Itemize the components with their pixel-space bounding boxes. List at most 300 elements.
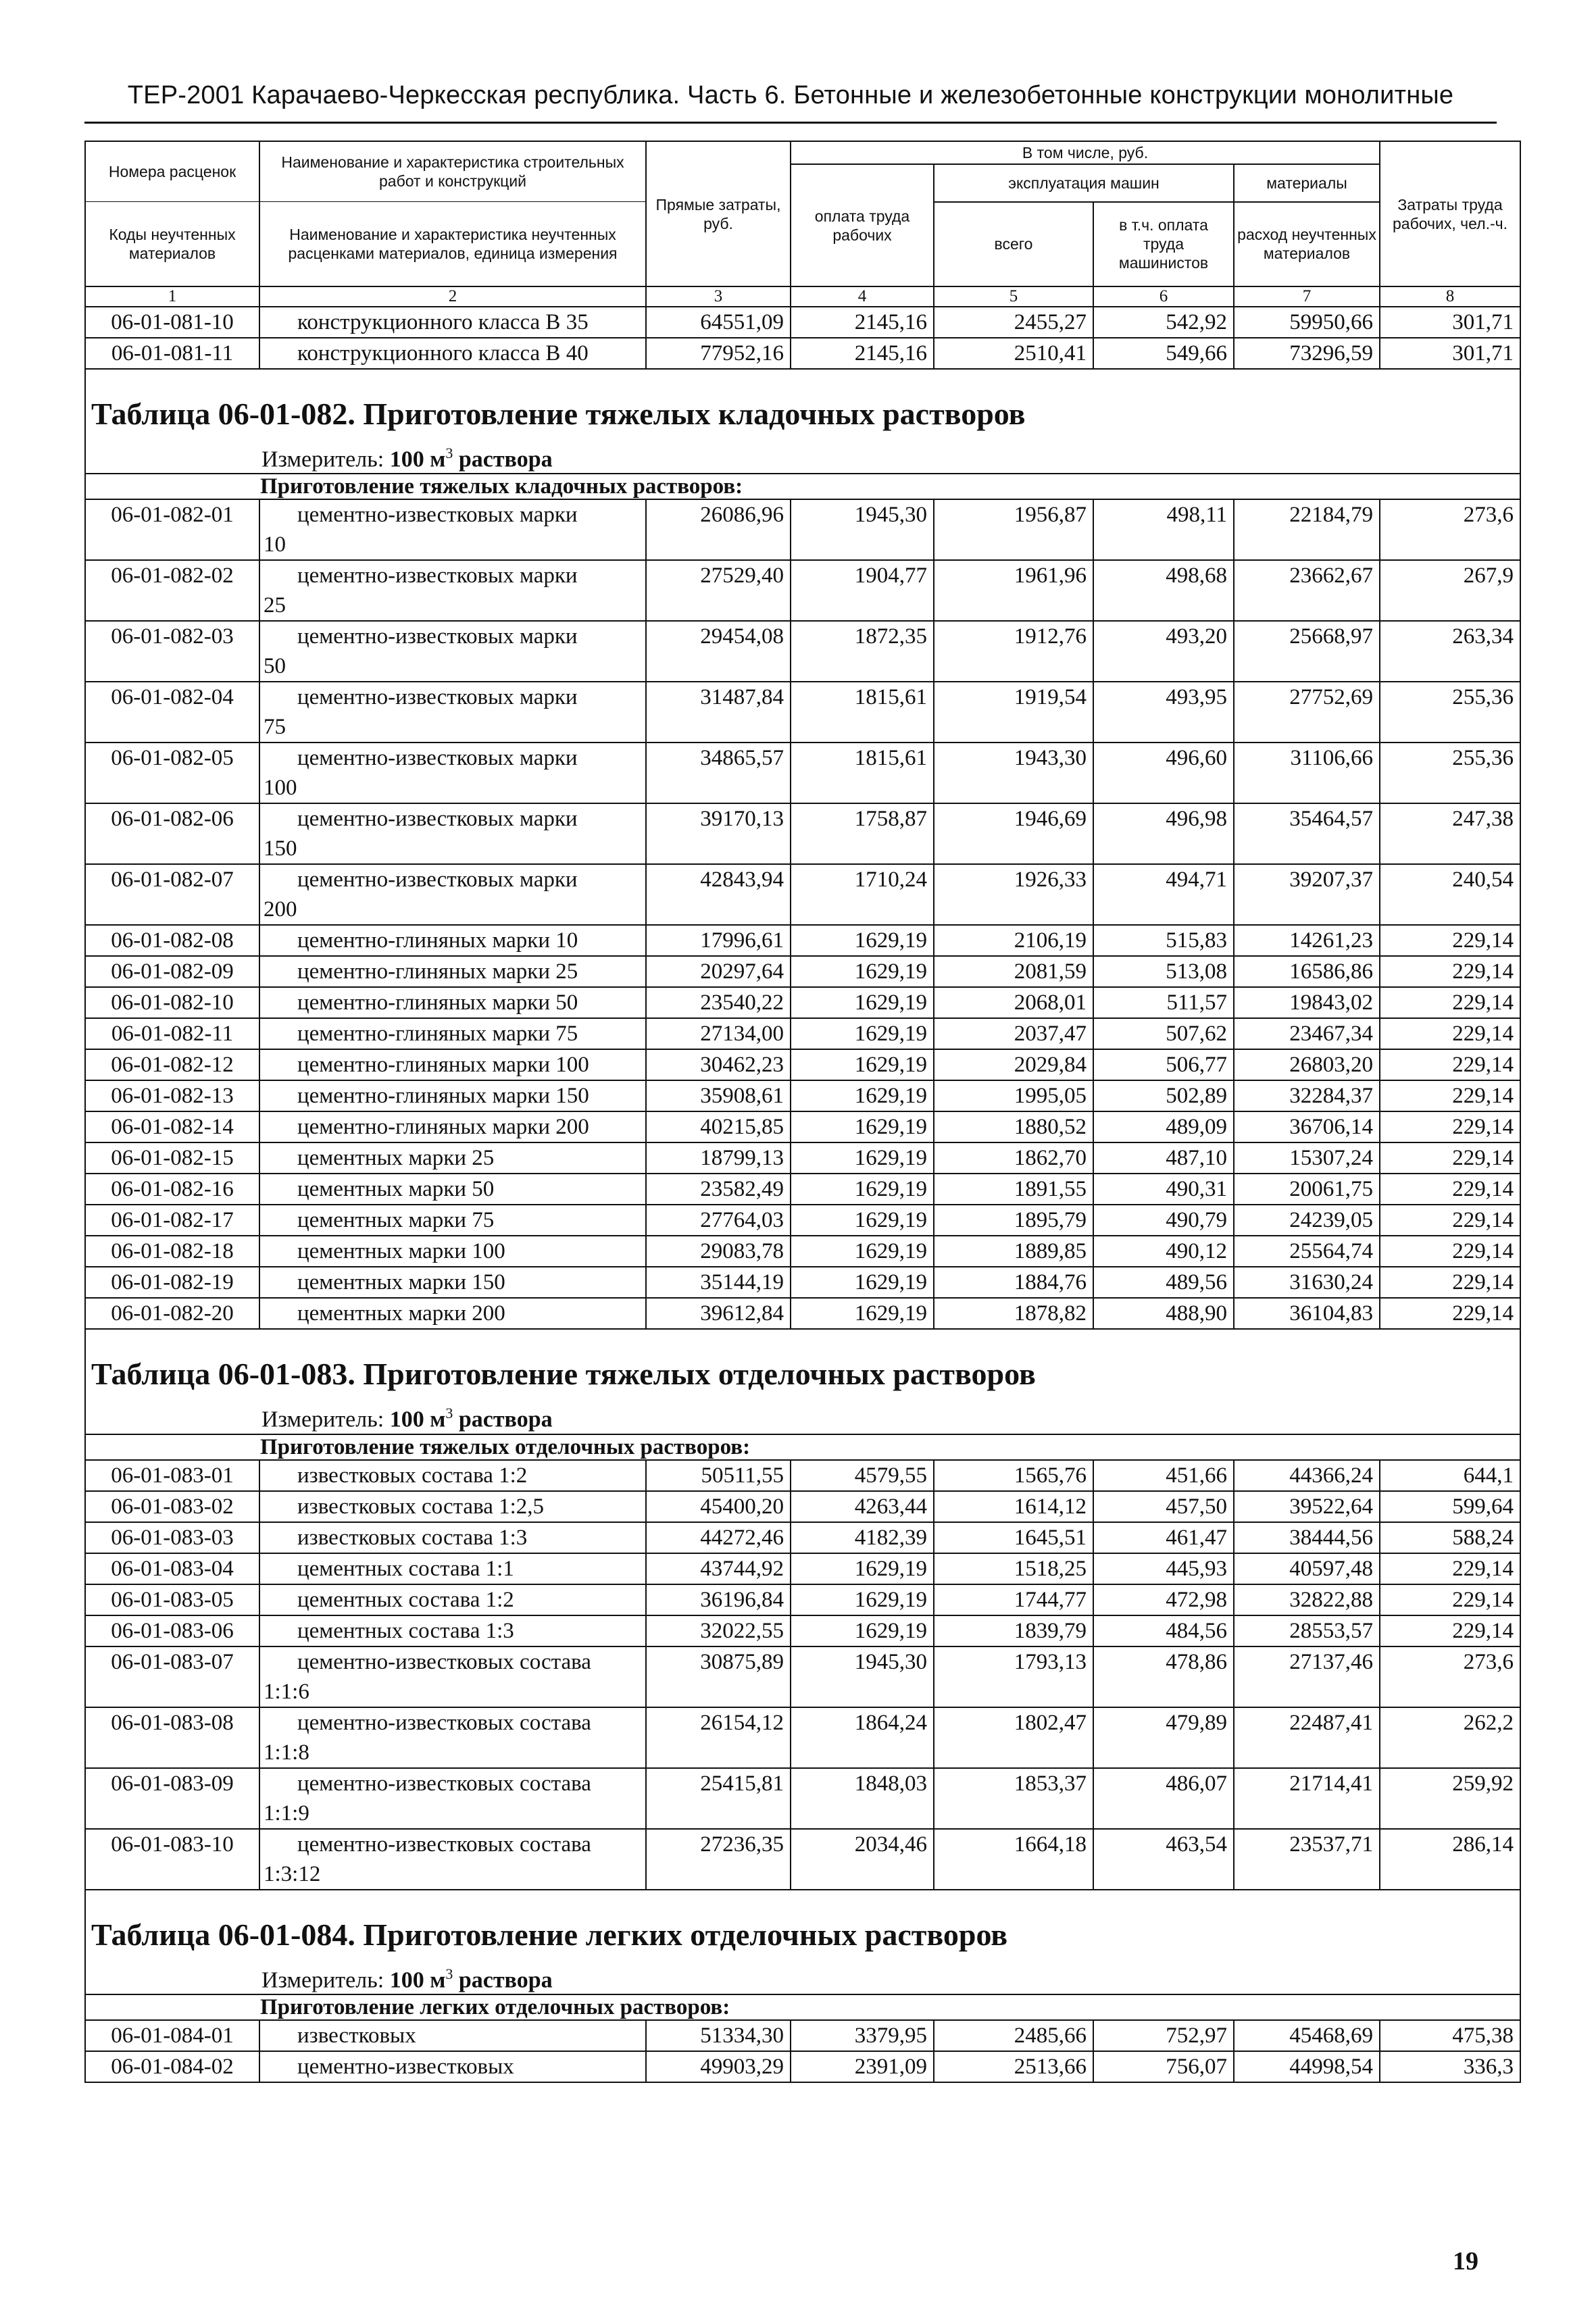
direct-cost: 30462,23 [646,1049,791,1080]
work-name: известковых [259,2020,646,2051]
rate-code: 06-01-082-06 [85,803,259,864]
worker-pay: 1629,19 [791,956,934,987]
t082-title: Таблица 06-01-082. Приготовление тяжелых кладочных растворов [91,397,1026,431]
operator-pay: 498,11 [1093,499,1234,560]
rate-code: 06-01-082-02 [85,560,259,621]
table-row [85,925,1520,956]
operator-pay: 490,12 [1093,1236,1234,1267]
work-name: известковых состава 1:3 [259,1522,646,1553]
operator-pay: 484,56 [1093,1615,1234,1646]
machine-cost: 1891,55 [934,1174,1093,1205]
table-row [85,621,1520,682]
work-name: цементно-глиняных марки 10 [259,925,646,956]
work-name: цементных марки 50 [259,1174,646,1205]
direct-cost: 29454,08 [646,621,791,682]
material-cost: 36104,83 [1234,1298,1380,1329]
labor-hours: 229,14 [1380,1615,1520,1646]
labor-hours: 262,2 [1380,1707,1520,1768]
labor-hours: 229,14 [1380,1205,1520,1236]
worker-pay: 1629,19 [791,1615,934,1646]
hdr-worker-pay: оплата труда рабочих [791,164,934,286]
direct-cost: 30875,89 [646,1646,791,1707]
labor-hours: 267,9 [1380,560,1520,621]
work-name [259,743,646,803]
material-cost: 21714,41 [1234,1768,1380,1829]
rate-code: 06-01-083-02 [85,1491,259,1522]
work-name [259,621,646,682]
table-row [85,1267,1520,1298]
machine-cost: 1884,76 [934,1267,1093,1298]
material-cost: 39522,64 [1234,1491,1380,1522]
page-header: ТЕР-2001 Карачаево-Черкесская республика. Часть 6. Бетонные и железобетонные конструкции монолитные [127,81,1454,109]
material-cost: 24239,05 [1234,1205,1380,1236]
column-numbers-row [85,286,1520,307]
work-name-line1: цементно-известковых марки [297,807,578,832]
material-cost: 73296,59 [1234,338,1380,369]
rate-code: 06-01-082-09 [85,956,259,987]
work-name: цементно-глиняных марки 25 [259,956,646,987]
worker-pay: 4579,55 [791,1460,934,1491]
t084-title: Таблица 06-01-084. Приготовление легких отделочных растворов [91,1917,1008,1952]
table-row [85,1491,1520,1522]
machine-cost: 2106,19 [934,925,1093,956]
subsection-title: Приготовление тяжелых отделочных растворов: [85,1434,1520,1460]
hdr-labor-hours: Затраты труда рабочих, чел.-ч. [1380,141,1520,286]
worker-pay: 1945,30 [791,1646,934,1707]
table-row [85,1205,1520,1236]
rate-code: 06-01-081-11 [85,338,259,369]
direct-cost: 23582,49 [646,1174,791,1205]
work-name: цементных марки 75 [259,1205,646,1236]
table-row [85,1018,1520,1049]
machine-cost: 1956,87 [934,499,1093,560]
worker-pay: 1815,61 [791,743,934,803]
measure-value: 100 м [389,447,446,472]
work-name: конструкционного класса В 35 [259,307,646,338]
table-title-row [85,1329,1520,1434]
direct-cost: 23540,22 [646,987,791,1018]
labor-hours: 301,71 [1380,338,1520,369]
rate-code: 06-01-082-13 [85,1080,259,1111]
direct-cost: 34865,57 [646,743,791,803]
material-cost: 22487,41 [1234,1707,1380,1768]
work-name: известковых состава 1:2,5 [259,1491,646,1522]
table-row [85,864,1520,925]
rate-code: 06-01-082-19 [85,1267,259,1298]
measure-unit: раствора [458,447,553,472]
worker-pay: 1629,19 [791,1267,934,1298]
col-num: 6 [1093,286,1234,307]
direct-cost: 50511,55 [646,1460,791,1491]
labor-hours: 255,36 [1380,682,1520,743]
operator-pay: 502,89 [1093,1080,1234,1111]
machine-cost: 1614,12 [934,1491,1093,1522]
table-row [85,338,1520,369]
table-row [85,1646,1520,1707]
measure-superscript: 3 [445,445,453,461]
labor-hours: 247,38 [1380,803,1520,864]
worker-pay: 1629,19 [791,1205,934,1236]
work-name: цементно-глиняных марки 50 [259,987,646,1018]
rate-code: 06-01-082-12 [85,1049,259,1080]
labor-hours: 336,3 [1380,2051,1520,2082]
material-cost: 27752,69 [1234,682,1380,743]
work-name: цементно-известковых [259,2051,646,2082]
hdr-material-usage: расход неучтенных материалов [1234,202,1380,287]
machine-cost: 2037,47 [934,1018,1093,1049]
worker-pay: 1629,19 [791,1142,934,1174]
labor-hours: 229,14 [1380,1298,1520,1329]
material-cost: 27137,46 [1234,1646,1380,1707]
material-cost: 45468,69 [1234,2020,1380,2051]
machine-cost: 1664,18 [934,1829,1093,1890]
machine-cost: 2068,01 [934,987,1093,1018]
direct-cost: 42843,94 [646,864,791,925]
table-row [85,2051,1520,2082]
operator-pay: 498,68 [1093,560,1234,621]
work-name-line2: 1:3:12 [264,1861,321,1886]
labor-hours: 240,54 [1380,864,1520,925]
t084-measure [86,1961,1520,1994]
labor-hours: 229,14 [1380,1584,1520,1615]
subsection-row [85,1994,1520,2020]
rate-code: 06-01-082-16 [85,1174,259,1205]
worker-pay: 1872,35 [791,621,934,682]
table-row [85,1236,1520,1267]
labor-hours: 229,14 [1380,1080,1520,1111]
measure-label: Измеритель: [261,447,384,472]
t083-measure [86,1400,1520,1433]
rate-code: 06-01-082-18 [85,1236,259,1267]
rate-code: 06-01-083-04 [85,1553,259,1584]
table-row [85,2020,1520,2051]
direct-cost: 26154,12 [646,1707,791,1768]
rate-code: 06-01-082-07 [85,864,259,925]
labor-hours: 229,14 [1380,956,1520,987]
worker-pay: 1629,19 [791,1584,934,1615]
machine-cost: 1793,13 [934,1646,1093,1707]
work-name-line2: 50 [264,654,286,679]
direct-cost: 40215,85 [646,1111,791,1142]
hdr-including: В том числе, руб. [791,141,1380,164]
labor-hours: 255,36 [1380,743,1520,803]
direct-cost: 26086,96 [646,499,791,560]
work-name: цементно-глиняных марки 75 [259,1018,646,1049]
worker-pay: 2391,09 [791,2051,934,2082]
machine-cost: 2455,27 [934,307,1093,338]
work-name-line1: цементно-известковых марки [297,563,578,588]
col-num: 8 [1380,286,1520,307]
direct-cost: 27764,03 [646,1205,791,1236]
direct-cost: 64551,09 [646,307,791,338]
worker-pay: 1848,03 [791,1768,934,1829]
machine-cost: 1802,47 [934,1707,1093,1768]
rate-code: 06-01-083-01 [85,1460,259,1491]
work-name-line2: 200 [264,897,297,922]
work-name-line2: 75 [264,715,286,740]
material-cost: 15307,24 [1234,1142,1380,1174]
rate-code: 06-01-082-08 [85,925,259,956]
material-cost: 59950,66 [1234,307,1380,338]
work-name-line2: 150 [264,836,297,861]
work-name [259,1707,646,1768]
operator-pay: 463,54 [1093,1829,1234,1890]
rate-code: 06-01-084-02 [85,2051,259,2082]
page-number: 19 [1453,2247,1478,2275]
direct-cost: 27134,00 [646,1018,791,1049]
direct-cost: 51334,30 [646,2020,791,2051]
table-row [85,1553,1520,1584]
rate-code: 06-01-082-01 [85,499,259,560]
direct-cost: 17996,61 [646,925,791,956]
measure-unit: раствора [458,1407,553,1432]
worker-pay: 1815,61 [791,682,934,743]
measure-value: 100 м [389,1407,446,1432]
operator-pay: 507,62 [1093,1018,1234,1049]
work-name-line1: цементно-известковых состава [297,1710,591,1735]
subsection-title: Приготовление легких отделочных растворов: [85,1994,1520,2020]
material-cost: 44366,24 [1234,1460,1380,1491]
table-row [85,1049,1520,1080]
operator-pay: 490,79 [1093,1205,1234,1236]
operator-pay: 493,20 [1093,621,1234,682]
material-cost: 44998,54 [1234,2051,1380,2082]
table-row [85,1174,1520,1205]
operator-pay: 490,31 [1093,1174,1234,1205]
worker-pay: 2034,46 [791,1829,934,1890]
direct-cost: 43744,92 [646,1553,791,1584]
rate-code: 06-01-081-10 [85,307,259,338]
table-title-cell [85,1329,1520,1434]
work-name-line1: цементно-известковых состава [297,1832,591,1857]
worker-pay: 4263,44 [791,1491,934,1522]
table-row [85,803,1520,864]
direct-cost: 25415,81 [646,1768,791,1829]
measure-value: 100 м [389,1967,446,1992]
labor-hours: 263,34 [1380,621,1520,682]
hdr-machines-total: всего [934,202,1093,287]
direct-cost: 36196,84 [646,1584,791,1615]
direct-cost: 39612,84 [646,1298,791,1329]
direct-cost: 35908,61 [646,1080,791,1111]
table-row [85,1829,1520,1890]
work-name [259,803,646,864]
direct-cost: 35144,19 [646,1267,791,1298]
t082-measure [86,440,1520,473]
machine-cost: 1518,25 [934,1553,1093,1584]
operator-pay: 489,56 [1093,1267,1234,1298]
machine-cost: 1744,77 [934,1584,1093,1615]
machine-cost: 1878,82 [934,1298,1093,1329]
work-name-line2: 10 [264,532,286,557]
labor-hours: 229,14 [1380,1236,1520,1267]
table-row [85,1615,1520,1646]
direct-cost: 29083,78 [646,1236,791,1267]
material-cost: 31106,66 [1234,743,1380,803]
operator-pay: 488,90 [1093,1298,1234,1329]
machine-cost: 2029,84 [934,1049,1093,1080]
machine-cost: 1912,76 [934,621,1093,682]
worker-pay: 1629,19 [791,1111,934,1142]
table-row [85,1768,1520,1829]
machine-cost: 1839,79 [934,1615,1093,1646]
measure-label: Измеритель: [261,1967,384,1992]
work-name-line1: цементно-известковых марки [297,746,578,771]
material-cost: 20061,75 [1234,1174,1380,1205]
work-name: цементных марки 100 [259,1236,646,1267]
rate-code: 06-01-084-01 [85,2020,259,2051]
direct-cost: 27529,40 [646,560,791,621]
labor-hours: 229,14 [1380,1553,1520,1584]
worker-pay: 1629,19 [791,1553,934,1584]
labor-hours: 229,14 [1380,1267,1520,1298]
material-cost: 22184,79 [1234,499,1380,560]
rate-code: 06-01-083-10 [85,1829,259,1890]
material-cost: 35464,57 [1234,803,1380,864]
subsection-row [85,474,1520,499]
operator-pay: 513,08 [1093,956,1234,987]
labor-hours: 259,92 [1380,1768,1520,1829]
labor-hours: 475,38 [1380,2020,1520,2051]
worker-pay: 1710,24 [791,864,934,925]
col-num: 7 [1234,286,1380,307]
material-cost: 31630,24 [1234,1267,1380,1298]
worker-pay: 1629,19 [791,1018,934,1049]
table-row [85,1584,1520,1615]
hdr-machines: эксплуатация машин [934,164,1234,202]
material-cost: 23662,67 [1234,560,1380,621]
table-row [85,1707,1520,1768]
table-title-row [85,1890,1520,1994]
table-row [85,1460,1520,1491]
header-row-1 [85,141,1520,164]
labor-hours: 229,14 [1380,987,1520,1018]
material-cost: 25564,74 [1234,1236,1380,1267]
direct-cost: 77952,16 [646,338,791,369]
rate-code: 06-01-083-09 [85,1768,259,1829]
operator-pay: 451,66 [1093,1460,1234,1491]
table-title-cell [85,369,1520,474]
work-name: цементных марки 150 [259,1267,646,1298]
col-num: 1 [85,286,259,307]
work-name: цементно-глиняных марки 100 [259,1049,646,1080]
machine-cost: 1645,51 [934,1522,1093,1553]
material-cost: 25668,97 [1234,621,1380,682]
labor-hours: 229,14 [1380,1018,1520,1049]
operator-pay: 494,71 [1093,864,1234,925]
rate-code: 06-01-082-10 [85,987,259,1018]
operator-pay: 487,10 [1093,1142,1234,1174]
worker-pay: 1629,19 [791,1049,934,1080]
work-name: цементных состава 1:3 [259,1615,646,1646]
operator-pay: 472,98 [1093,1584,1234,1615]
measure-superscript: 3 [445,1405,453,1422]
rate-code: 06-01-082-15 [85,1142,259,1174]
price-table [84,141,1520,2083]
header-rule [84,122,1497,124]
work-name-line2: 1:1:6 [264,1679,309,1704]
col-num: 4 [791,286,934,307]
worker-pay: 1629,19 [791,1298,934,1329]
direct-cost: 18799,13 [646,1142,791,1174]
col-num: 5 [934,286,1093,307]
work-name [259,864,646,925]
labor-hours: 229,14 [1380,925,1520,956]
table-row [85,987,1520,1018]
table-row [85,1080,1520,1111]
machine-cost: 1995,05 [934,1080,1093,1111]
table-row [85,1142,1520,1174]
operator-pay: 478,86 [1093,1646,1234,1707]
work-name-line1: цементно-известковых состава [297,1771,591,1796]
worker-pay: 1629,19 [791,925,934,956]
labor-hours: 229,14 [1380,1111,1520,1142]
table-row [85,560,1520,621]
material-cost: 40597,48 [1234,1553,1380,1584]
work-name: цементных марки 200 [259,1298,646,1329]
direct-cost: 20297,64 [646,956,791,987]
labor-hours: 273,6 [1380,1646,1520,1707]
work-name-line2: 25 [264,593,286,618]
rate-code: 06-01-083-06 [85,1615,259,1646]
table-row [85,743,1520,803]
labor-hours: 599,64 [1380,1491,1520,1522]
work-name-line1: цементно-известковых марки [297,503,578,528]
table-row [85,682,1520,743]
hdr-work-name: Наименование и характеристика строительных работ и конструкций [259,141,646,202]
work-name [259,1646,646,1707]
work-name-line1: цементно-известковых марки [297,867,578,892]
work-name [259,1768,646,1829]
machine-cost: 1961,96 [934,560,1093,621]
direct-cost: 31487,84 [646,682,791,743]
machine-cost: 1853,37 [934,1768,1093,1829]
table-row [85,956,1520,987]
direct-cost: 27236,35 [646,1829,791,1890]
table-row [85,307,1520,338]
machine-cost: 1895,79 [934,1205,1093,1236]
work-name [259,499,646,560]
table-row [85,1111,1520,1142]
machine-cost: 1889,85 [934,1236,1093,1267]
material-cost: 26803,20 [1234,1049,1380,1080]
rate-code: 06-01-082-14 [85,1111,259,1142]
worker-pay: 1629,19 [791,987,934,1018]
material-cost: 38444,56 [1234,1522,1380,1553]
hdr-operator-pay: в т.ч. оплата труда машинистов [1093,202,1234,287]
labor-hours: 644,1 [1380,1460,1520,1491]
t083-title: Таблица 06-01-083. Приготовление тяжелых отделочных растворов [91,1357,1036,1392]
work-name-line1: цементно-известковых марки [297,685,578,710]
direct-cost: 39170,13 [646,803,791,864]
operator-pay: 752,97 [1093,2020,1234,2051]
material-cost: 28553,57 [1234,1615,1380,1646]
hdr-rate-numbers: Номера расценок [85,141,259,202]
hdr-material-name: Наименование и характеристика неучтенных расценками материалов, единица измерения [259,202,646,287]
material-cost: 16586,86 [1234,956,1380,987]
labor-hours: 229,14 [1380,1174,1520,1205]
material-cost: 32284,37 [1234,1080,1380,1111]
material-cost: 14261,23 [1234,925,1380,956]
operator-pay: 461,47 [1093,1522,1234,1553]
operator-pay: 515,83 [1093,925,1234,956]
col-num: 2 [259,286,646,307]
work-name-line2: 1:1:8 [264,1740,309,1765]
rate-code: 06-01-083-08 [85,1707,259,1768]
machine-cost: 1862,70 [934,1142,1093,1174]
material-cost: 36706,14 [1234,1111,1380,1142]
worker-pay: 2145,16 [791,338,934,369]
